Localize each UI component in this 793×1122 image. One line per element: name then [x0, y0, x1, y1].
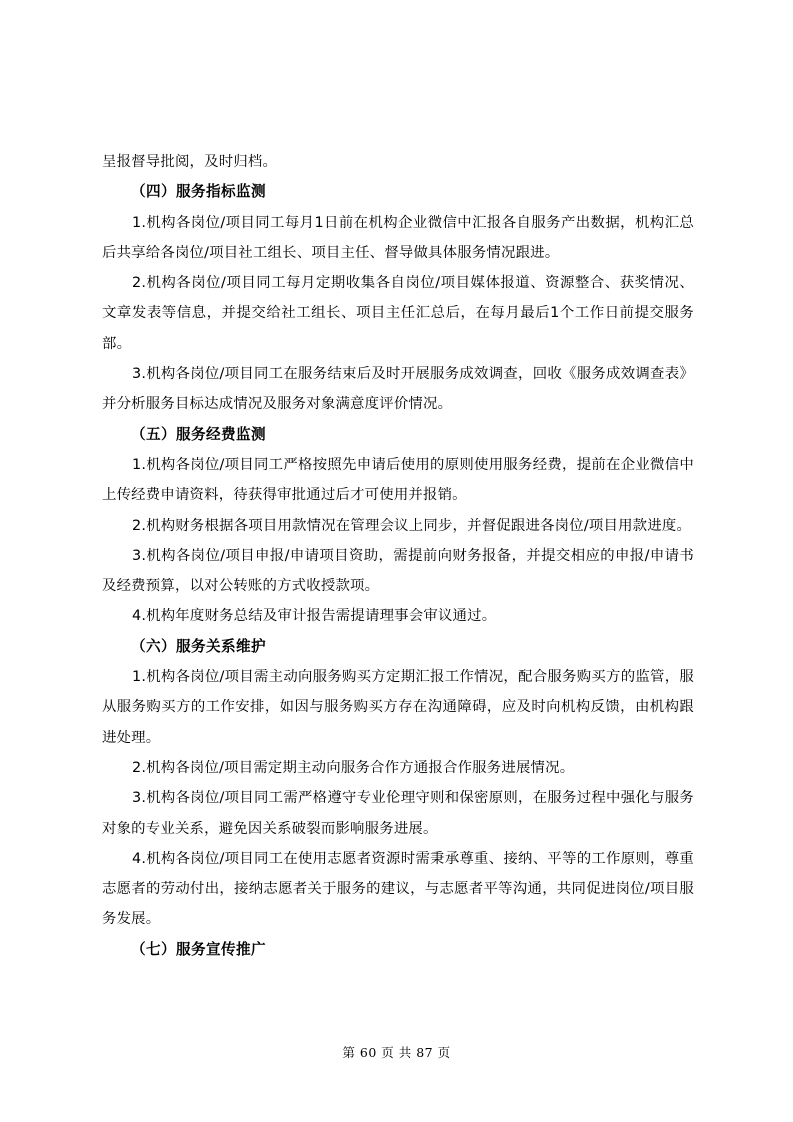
paragraph-5-4: 4.机构年度财务总结及审计报告需提请理事会审议通过。 — [132, 608, 497, 625]
document-body — [102, 147, 694, 965]
paragraph-5-1: 1.机构各岗位/项目同工严格按照先申请后使用的原则使用服务经费，提前在企业微信中上传经费申请资料，待获得审批通过后才可使用并报销。 — [102, 456, 694, 504]
section-heading-5: （五）服务经费监测 — [131, 425, 266, 443]
paragraph-4-2: 2.机构各岗位/项目同工每月定期收集各自岗位/项目媒体报道、资源整合、获奖情况、文章发表等信息，并提交给社工组长、项目主任汇总后，在每月最后1个工作日前提交服务部。 — [102, 275, 694, 352]
paragraph-6-1: 1.机构各岗位/项目需主动向服务购买方定期汇报工作情况，配合服务购买方的监管，服从服务购买方的工作安排，如因与服务购买方存在沟通障碍，应及时向机构反馈，由机构跟进处理。 — [102, 669, 694, 746]
paragraph-5-2: 2.机构财务根据各项目用款情况在管理会议上同步，并督促跟进各岗位/项目用款进度。 — [132, 517, 692, 534]
paragraph-5-3: 3.机构各岗位/项目申报/申请项目资助，需提前向财务报备，并提交相应的申报/申请书及经费预算，以对公转账的方式收授款项。 — [102, 547, 694, 595]
page-number-text: 第 60 页 共 87 页 — [342, 1045, 451, 1060]
page-footer — [0, 1043, 793, 1061]
section-heading-4: （四）服务指标监测 — [131, 183, 266, 201]
paragraph-continued: 呈报督导批阅，及时归档。 — [102, 154, 278, 170]
section-heading-7: （七）服务宣传推广 — [131, 940, 266, 958]
paragraph-6-2: 2.机构各岗位/项目需定期主动向服务合作方通报合作服务进展情况。 — [132, 759, 575, 776]
paragraph-4-3: 3.机构各岗位/项目同工在服务结束后及时开展服务成效调查，回收《服务成效调查表》并分析服务目标达成情况及服务对象满意度评价情况。 — [102, 366, 694, 413]
paragraph-4-1: 1.机构各岗位/项目同工每月1日前在机构企业微信中汇报各自服务产出数据，机构汇总后共享给各岗位/项目社工组长、项目主任、督导做具体服务情况跟进。 — [102, 214, 694, 261]
paragraph-6-4: 4.机构各岗位/项目同工在使用志愿者资源时需秉承尊重、接纳、平等的工作原则，尊重志愿者的劳动付出，接纳志愿者关于服务的建议，与志愿者平等沟通，共同促进岗位/项目服务发展。 — [102, 850, 694, 928]
paragraph-6-3: 3.机构各岗位/项目同工需严格遵守专业伦理守则和保密原则，在服务过程中强化与服务对象的专业关系，避免因关系破裂而影响服务进展。 — [102, 790, 694, 837]
section-heading-6: （六）服务关系维护 — [131, 637, 266, 655]
